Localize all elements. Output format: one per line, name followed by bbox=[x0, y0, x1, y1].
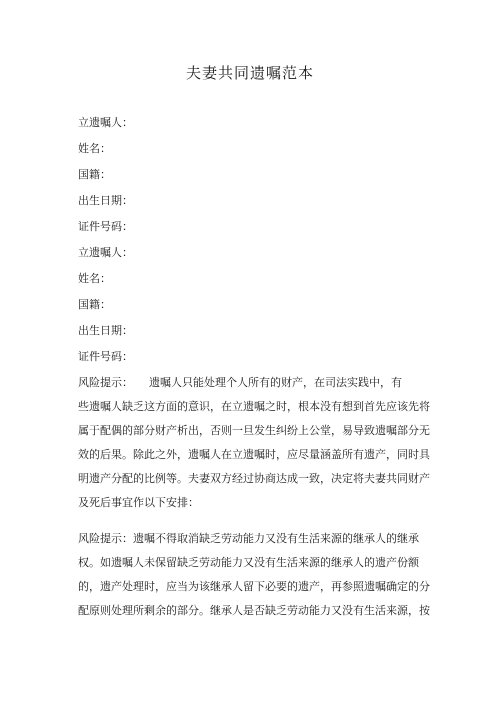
field-birthdate-1: 出生日期： bbox=[78, 194, 133, 207]
paragraph-line: 配原则处理所剩余的部分。继承人是否缺乏劳动能力又没有生活来源，按 bbox=[78, 604, 430, 617]
paragraph-line: 风险提示：遗嘱不得取消缺乏劳动能力又没有生活来源的继承人的继承 bbox=[78, 532, 419, 545]
risk-notice-paragraph-2 bbox=[78, 527, 430, 623]
field-name-1: 姓名： bbox=[78, 142, 111, 155]
paragraph-line: 效的后果。除此之外，遗嘱人在立遗嘱时，应尽量涵盖所有遗产，同时具 bbox=[78, 448, 430, 461]
field-id-number-1: 证件号码： bbox=[78, 220, 133, 233]
risk-first-line: 遗嘱人只能处理个人所有的财产，在司法实践中，有 bbox=[149, 376, 402, 389]
field-birthdate-2: 出生日期： bbox=[78, 324, 133, 337]
field-id-number-2: 证件号码： bbox=[78, 350, 133, 363]
document-title: 夫妻共同遗嘱范本 bbox=[185, 64, 314, 82]
paragraph-line: 明遗产分配的比例等。夫妻双方经过协商达成一致，决定将夫妻共同财产 bbox=[78, 472, 430, 485]
paragraph-line: 属于配偶的部分财产析出，否则一旦发生纠纷上公堂，易导致遗嘱部分无 bbox=[78, 424, 430, 437]
field-testator-1: 立遗嘱人： bbox=[78, 116, 133, 129]
risk-notice-paragraph-1 bbox=[78, 371, 430, 515]
field-nationality-1: 国籍： bbox=[78, 168, 111, 181]
paragraph-line: 的，遗产处理时，应当为该继承人留下必要的遗产，再参照遗嘱确定的分 bbox=[78, 580, 430, 593]
paragraph-line: 些遗嘱人缺乏这方面的意识，在立遗嘱之时，根本没有想到首先应该先将 bbox=[78, 400, 430, 413]
field-testator-2: 立遗嘱人： bbox=[78, 246, 133, 259]
field-name-2: 姓名： bbox=[78, 272, 111, 285]
field-nationality-2: 国籍： bbox=[78, 298, 111, 311]
paragraph-line bbox=[78, 371, 423, 395]
paragraph-line: 权。如遗嘱人未保留缺乏劳动能力又没有生活来源的继承人的遗产份额 bbox=[78, 556, 419, 569]
paragraph-line: 及死后事宜作以下安排： bbox=[78, 496, 199, 509]
risk-label: 风险提示： bbox=[78, 376, 133, 389]
